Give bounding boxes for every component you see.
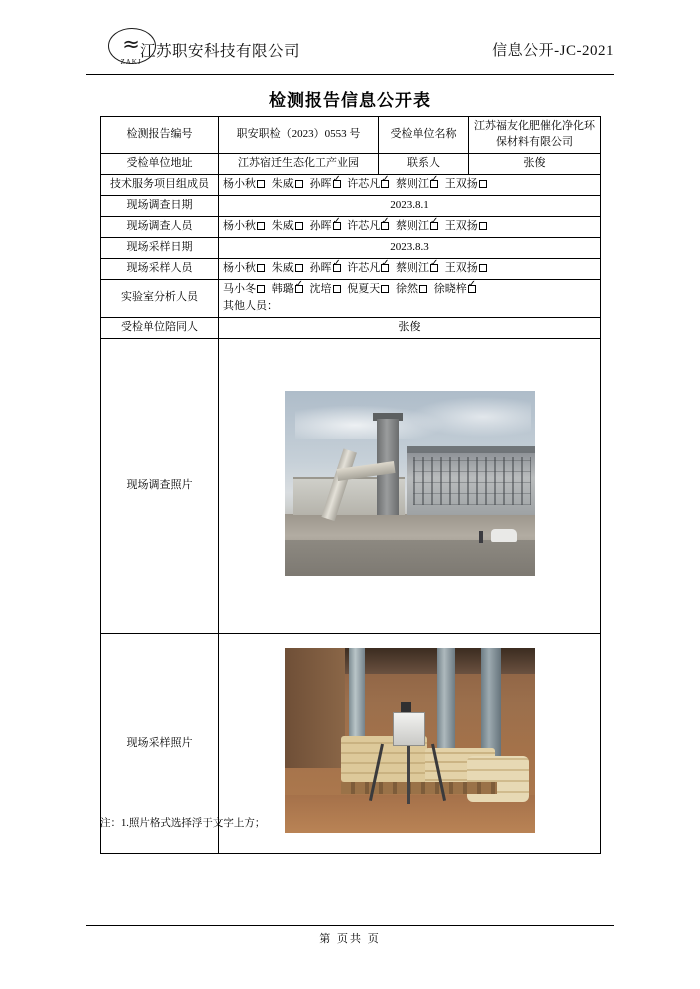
member-item: 许芯凡 ✓ (347, 261, 389, 277)
checkbox[interactable] (295, 264, 303, 272)
table-row (101, 117, 601, 154)
member-item: 蔡则江 ✓ (396, 261, 438, 277)
checkbox[interactable] (333, 180, 341, 188)
survey-date-value: 2023.8.1 (219, 195, 601, 216)
table-row (101, 339, 601, 634)
report-no-label: 检测报告编号 (101, 117, 219, 154)
contact-value: 张俊 (469, 153, 601, 174)
tech-group-members (219, 174, 601, 195)
logo-text: ZAKJ (120, 58, 142, 66)
checkbox[interactable] (333, 222, 341, 230)
tech-group-label: 技术服务项目组成员 (101, 174, 219, 195)
sampling-date-label: 现场采样日期 (101, 237, 219, 258)
lab-staff-label: 实验室分析人员 (101, 279, 219, 318)
checkbox[interactable] (479, 222, 487, 230)
client-label: 受检单位名称 (379, 117, 469, 154)
client-value: 江苏福友化肥催化净化环保材料有限公司 (469, 117, 601, 154)
checkbox[interactable] (257, 222, 265, 230)
photo-bag-stack (467, 756, 529, 802)
photo1-cell (219, 339, 601, 634)
table-row (101, 153, 601, 174)
checkbox[interactable] (295, 285, 303, 293)
member-item: 马小冬 (223, 282, 265, 298)
table-row (101, 279, 601, 318)
page-header (86, 22, 614, 74)
table-row (101, 318, 601, 339)
member-item: 徐晓梓✓ (434, 282, 476, 298)
member-item: 杨小秋 (223, 219, 265, 235)
member-item: 王双扬 (445, 177, 487, 193)
checkbox[interactable] (257, 285, 265, 293)
page-title: 检测报告信息公开表 (269, 91, 431, 110)
table-note: 注：1.照片格式选择浮于文字上方； (100, 818, 266, 829)
report-no-value: 职安职检（2023）0553 号 (219, 117, 379, 154)
member-item: 朱威 (272, 177, 303, 193)
sampling-date-value: 2023.8.3 (219, 237, 601, 258)
photo-sampler-device (393, 712, 425, 746)
member-item: 蔡则江 ✓ (396, 177, 438, 193)
sampling-staff-members (219, 258, 601, 279)
member-item: 倪夏天 (347, 282, 389, 298)
member-item: 杨小秋 (223, 177, 265, 193)
table-row (101, 174, 601, 195)
member-item: 朱威 (272, 219, 303, 235)
checkbox[interactable] (333, 264, 341, 272)
table-row (101, 237, 601, 258)
member-item: 朱威 (272, 261, 303, 277)
logo-swoosh-icon: ≈ (122, 32, 140, 56)
document-code: 信息公开-JC-2021 (492, 43, 614, 59)
address-label: 受检单位地址 (101, 153, 219, 174)
checkbox[interactable] (479, 264, 487, 272)
table-row (101, 216, 601, 237)
lab-staff-other: 其他人员： (223, 300, 278, 313)
checkbox[interactable] (381, 180, 389, 188)
lab-staff-members (219, 279, 601, 318)
photo1-label: 现场调查照片 (101, 339, 219, 634)
address-value: 江苏宿迁生态化工产业园 (219, 153, 379, 174)
info-table-wrapper (100, 116, 600, 854)
checkbox[interactable] (430, 180, 438, 188)
member-item: 许芯凡 ✓ (347, 177, 389, 193)
page-footer: 第 页共 页 (319, 933, 381, 945)
escort-label: 受检单位陪同人 (101, 318, 219, 339)
member-item: 孙晖 ✓ (310, 261, 341, 277)
checkbox[interactable] (430, 264, 438, 272)
table-row (101, 258, 601, 279)
checkbox[interactable] (381, 222, 389, 230)
sampling-staff-label: 现场采样人员 (101, 258, 219, 279)
photo-car (491, 529, 517, 542)
header-divider (86, 74, 614, 75)
member-item: 王双扬 (445, 219, 487, 235)
company-name: 江苏职安科技有限公司 (140, 43, 301, 60)
survey-date-label: 现场调查日期 (101, 195, 219, 216)
photo-road (285, 540, 535, 576)
member-item: 许芯凡 ✓ (347, 219, 389, 235)
member-item: 杨小秋 (223, 261, 265, 277)
checkbox[interactable] (295, 222, 303, 230)
checkbox[interactable] (257, 264, 265, 272)
checkbox[interactable] (479, 180, 487, 188)
info-table (100, 116, 601, 854)
checkbox[interactable] (468, 285, 476, 293)
checkbox[interactable] (333, 285, 341, 293)
member-item: 沈培 (310, 282, 341, 298)
photo-cloud (411, 397, 531, 437)
checkbox[interactable] (257, 180, 265, 188)
checkbox[interactable] (430, 222, 438, 230)
member-item: 徐然 (396, 282, 427, 298)
survey-staff-label: 现场调查人员 (101, 216, 219, 237)
photo-pallet (341, 782, 497, 794)
member-item: 孙晖 ✓ (310, 177, 341, 193)
photo-building-facade (413, 457, 531, 505)
site-survey-photo (285, 391, 535, 576)
survey-staff-members (219, 216, 601, 237)
table-row (101, 195, 601, 216)
site-sampling-photo (285, 648, 535, 833)
escort-value: 张俊 (219, 318, 601, 339)
checkbox[interactable] (419, 285, 427, 293)
photo2-cell (219, 634, 601, 854)
member-item: 孙晖 ✓ (310, 219, 341, 235)
photo-tripod-leg (407, 744, 410, 804)
photo2-label: 现场采样照片 (101, 634, 219, 854)
member-item: 王双扬 (445, 261, 487, 277)
member-item: 韩璐 ✓ (272, 282, 303, 298)
contact-label: 联系人 (379, 153, 469, 174)
checkbox[interactable] (295, 180, 303, 188)
photo-wall (285, 648, 345, 768)
member-item: 蔡则江 ✓ (396, 219, 438, 235)
checkbox[interactable] (381, 285, 389, 293)
footer-divider (86, 925, 614, 926)
checkbox[interactable] (381, 264, 389, 272)
photo-person (479, 531, 483, 543)
